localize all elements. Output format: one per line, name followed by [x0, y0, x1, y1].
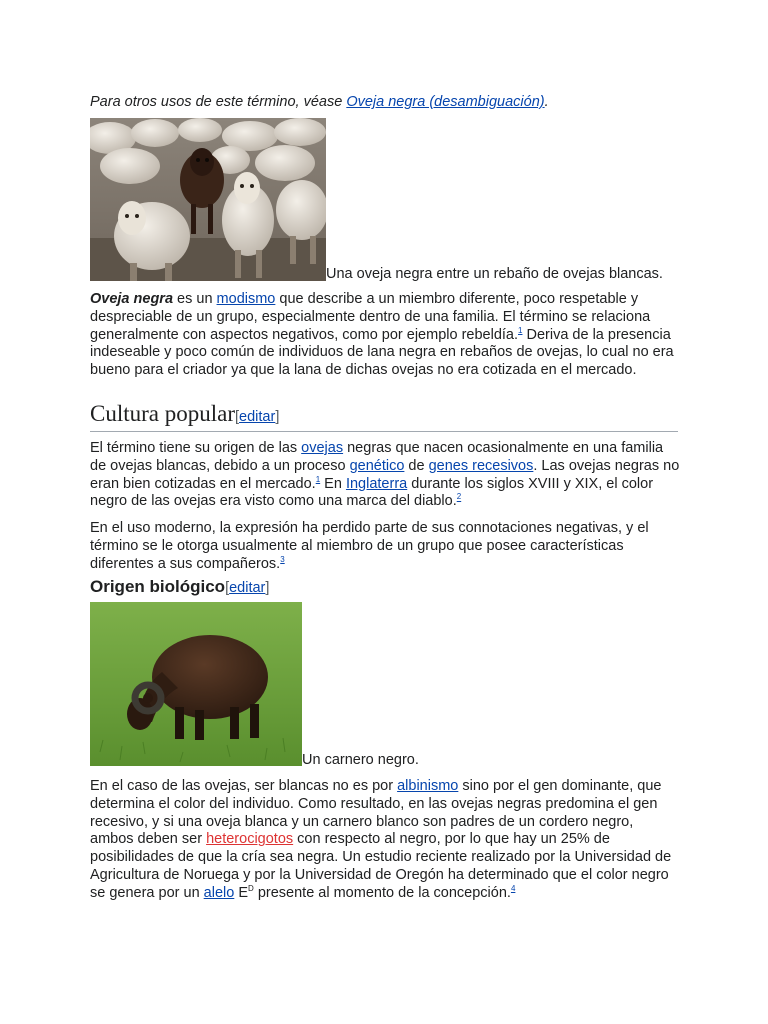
hatnote-suffix: .: [544, 94, 549, 110]
edit-bracket-open: [: [225, 580, 230, 596]
edit-bracket-close: ]: [265, 580, 270, 596]
modismo-link[interactable]: modismo: [216, 291, 276, 307]
flock-photo: [90, 118, 326, 281]
intro-paragraph: [90, 291, 680, 380]
edit-subsection-link-wrapper: [225, 580, 269, 596]
ovejas-link[interactable]: ovejas: [301, 440, 344, 456]
text: El término tiene su origen de las: [90, 440, 302, 456]
edit-section-link-wrapper: [235, 409, 279, 425]
text: con respecto al negro, por lo que hay un 25% de posibilidades de que la cría sea negra. Un estudio reciente realizado por la Universidad de Agricultura de Noruega y por la Universidad de Oregón ha determinado que el color negro se genera por un: [90, 831, 672, 901]
origen-paragraph: [90, 778, 680, 903]
inglaterra-link[interactable]: Inglaterra: [345, 475, 408, 492]
ref-link-1[interactable]: 1: [518, 325, 523, 335]
ref-link-4[interactable]: 4: [510, 883, 516, 893]
cultura-paragraph-2: [90, 520, 680, 573]
intro-text-2: que describe a un miembro diferente, poco respetable y despreciable de un grupo, especialmente dentro de una familia. El término se relaciona generalmente con aspectos negativos, como por ejemplo rebeldía.: [90, 291, 651, 343]
ref-link-1b[interactable]: 1: [315, 474, 321, 484]
genetico-link[interactable]: genético: [349, 457, 405, 474]
intro-text-1: es un: [173, 291, 217, 307]
ram-caption: Un carnero negro.: [302, 752, 419, 768]
ref-link-3[interactable]: 3: [280, 554, 285, 564]
text: de: [404, 457, 429, 474]
text: negras que nacen ocasionalmente en una familia de ovejas blancas, debido a un proceso: [90, 440, 664, 474]
section-title: Cultura popular: [90, 401, 235, 426]
alelo-link[interactable]: alelo: [203, 884, 235, 901]
text: . Las ovejas negras no eran bien cotizadas en el mercado.: [90, 457, 680, 492]
term: Oveja negra: [90, 291, 174, 307]
heterocigotos-link[interactable]: heterocigotos: [206, 831, 294, 848]
edit-subsection-link[interactable]: editar: [229, 580, 266, 596]
ref-link-2[interactable]: 2: [456, 492, 462, 502]
edit-bracket-open: [: [235, 409, 240, 425]
albinismo-link[interactable]: albinismo: [397, 778, 459, 794]
text: durante los siglos XVIII y XIX, el color negro de las ovejas era visto como una marca del diablo.: [90, 475, 654, 510]
disambiguation-link[interactable]: Oveja negra (desambiguación): [346, 94, 545, 110]
intro-text-3: Deriva de la presencia indeseable y poco común de individuos de lana negra en rebaños de ovejas, lo cual no era bueno para el criador ya que la lana de dichas ovejas no era cotizada en el mercado.: [90, 326, 674, 379]
text: En el caso de las ovejas, ser blancas no es por: [90, 778, 398, 794]
subsection-title: Origen biológico: [90, 577, 226, 596]
text: E: [234, 884, 249, 901]
allele-superscript: D: [248, 883, 254, 893]
ram-photo: [90, 602, 302, 766]
edit-section-link[interactable]: editar: [239, 409, 276, 425]
genes-recesivos-link[interactable]: genes recesivos: [428, 457, 534, 474]
hatnote-prefix: Para otros usos de este término, véase: [90, 94, 347, 110]
text: sino por el gen dominante, que determina el color del individuo. Como resultado, en las ovejas negras predomina el gen recesivo, y si una oveja blanca y un carnero blanco son padres de un cordero negro, ambos deben ser: [90, 778, 662, 848]
hatnote: [90, 94, 549, 110]
text: presente al momento de la concepción.: [253, 884, 511, 901]
text: En el uso moderno, la expresión ha perdido parte de sus connotaciones negativas, y el término se le otorga usualmente al miembro de un grupo que posee características diferentes a sus compañeros.: [90, 520, 649, 572]
edit-bracket-close: ]: [275, 409, 280, 425]
text: En: [320, 475, 346, 492]
section-heading-cultura: [90, 401, 678, 432]
cultura-paragraph-1: [90, 440, 680, 511]
section-heading-origen: [90, 577, 269, 597]
flock-caption: Una oveja negra entre un rebaño de ovejas blancas.: [326, 266, 663, 282]
